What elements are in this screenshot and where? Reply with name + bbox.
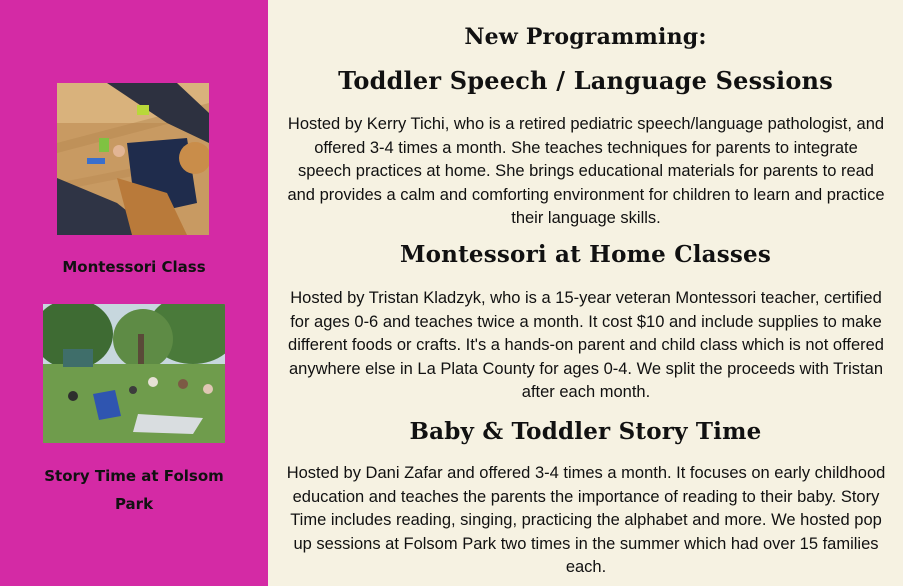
section-title-story-time: Baby & Toddler Story Time (409, 418, 762, 445)
section-title-montessori: Montessori at Home Classes (399, 241, 772, 268)
photo-caption: Montessori Class (62, 258, 206, 276)
section-body-montessori: Hosted by Tristan Kladzyk, who is a 15-year veteran Montessori teacher, certified for ages 0-6 and teaches twice a month. It cost $10 and include supplies to make different foods or crafts. It's a hands-on parent and child class which is not offered anywhere else in La Plata County for ages 0-4. We split the proceeds with Tristan after each month. (288, 289, 884, 401)
photo-caption: Story Time at Folsom Park (44, 467, 224, 513)
section-title-speech: Toddler Speech / Language Sessions (338, 66, 833, 95)
section-body-speech: Hosted by Kerry Tichi, who is a retired pediatric speech/language pathologist, and offered 3-4 times a month. She teaches techniques for parents to integrate speech practices at home. She brings educational materials for parents to read and provides a calm and comforting environment for children to learn and practice their language skills. (287, 115, 885, 227)
montessori-class-photo (57, 83, 209, 235)
story-time-park-photo (43, 304, 225, 443)
section-body-story-time: Hosted by Dani Zafar and offered 3-4 times a month. It focuses on early childhood education and teaches the parents the importance of reading to their baby. Story Time includes reading, singing, practicing the alphabet and more. We hosted pop up sessions at Folsom Park two times in the summer which had over 15 families each. (286, 464, 886, 576)
programming-content (268, 0, 903, 586)
page-title: New Programming: (464, 24, 707, 50)
sidebar (0, 0, 268, 586)
